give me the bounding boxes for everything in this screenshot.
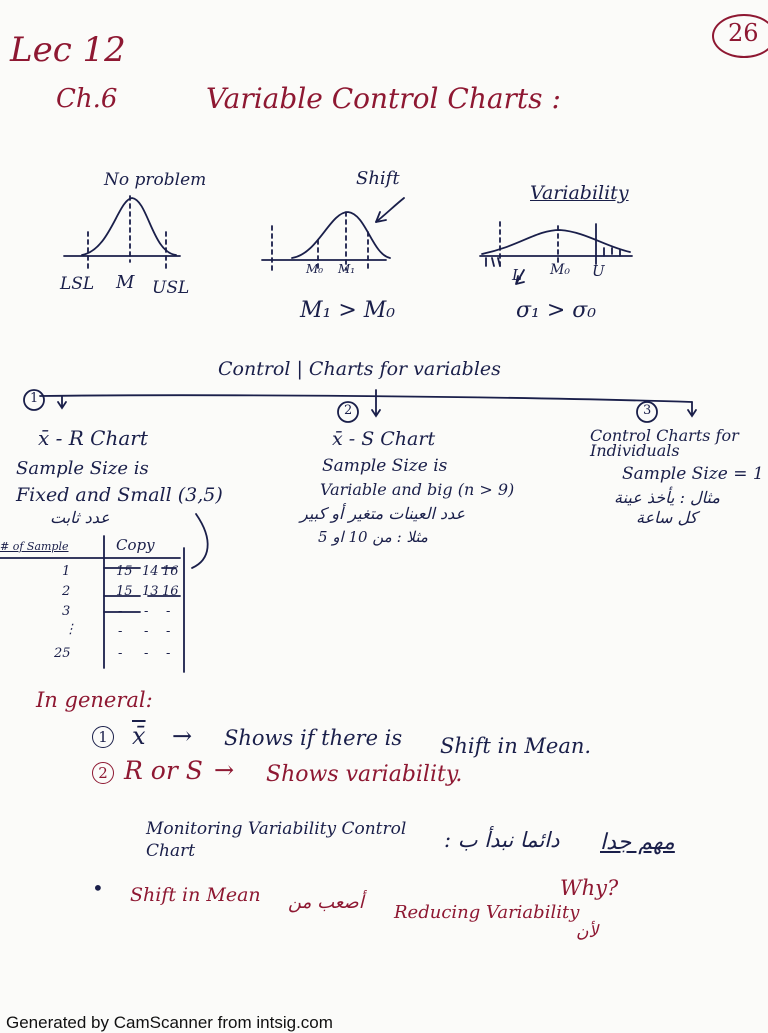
usl-label: USL <box>152 278 190 298</box>
branch-1-title: x̄ - R Chart <box>38 426 148 450</box>
branch-3-title: Control Charts for Individuals <box>590 426 739 460</box>
table-row-3-n: 3 <box>62 604 71 619</box>
shift-note: M₁ > M₀ <box>300 298 396 323</box>
table-row-1-n: 1 <box>62 564 71 579</box>
footer-watermark: Generated by CamScanner from intsig.com <box>6 1013 333 1032</box>
point-2-lhs: R or S <box>124 756 203 785</box>
variability-note: σ₁ > σ₀ <box>516 298 597 323</box>
branch-1-line-1: Sample Size is <box>16 458 149 479</box>
bullet-dot: • <box>92 876 104 900</box>
branch-2-line-2: Variable and big (n > 9) <box>320 480 515 499</box>
shift-label: Shift <box>356 168 400 189</box>
section-title: Variable Control Charts : <box>206 82 561 115</box>
branch-3-arabic-1: مثال : يأخذ عينة <box>614 488 720 507</box>
m0-var-label: M₀ <box>550 262 570 278</box>
point-2-number: 2 <box>92 762 114 784</box>
bullet-start: Shift in Mean <box>130 884 261 906</box>
lecture-title: Lec 12 <box>10 30 126 70</box>
branch-1-number: 1 <box>30 391 39 406</box>
monitoring-text: Monitoring Variability Control Chart <box>146 819 407 861</box>
variability-label: Variability <box>530 182 629 204</box>
table-header-copy: Copy <box>116 536 155 554</box>
in-general-heading: In general: <box>36 688 153 712</box>
table-row-3-v1: - <box>118 604 123 619</box>
point-2-arrow: → <box>214 756 235 784</box>
point-1-arrow: → <box>172 722 193 750</box>
branch-2-arabic-2: مثلا : من 10 او 5 <box>318 528 428 546</box>
table-row-1-v2: 14 <box>142 564 159 579</box>
point-2-text: Shows variability. <box>266 762 463 787</box>
chapter-number: Ch.6 <box>56 84 118 114</box>
branch-3-number: 3 <box>643 403 652 418</box>
table-row-4-v3: - <box>166 624 171 639</box>
branch-2-title: x̄ - S Chart <box>332 428 436 450</box>
table-row-4-n: ⋮ <box>64 622 77 637</box>
bullet-end: Reducing Variability <box>394 902 580 923</box>
mean-label: M <box>116 272 135 293</box>
point-1-lhs: x̄ <box>132 722 146 750</box>
upper-label: U <box>592 262 605 280</box>
important-word: مهم جدا <box>600 830 675 855</box>
branch-1-arabic: عدد ثابت <box>50 508 110 527</box>
table-row-2-n: 2 <box>62 584 71 599</box>
branch-1-line-2: Fixed and Small (3,5) <box>16 484 223 506</box>
branch-3-arabic-2: كل ساعة <box>636 508 698 527</box>
m0-label: M₀ <box>306 262 324 276</box>
table-row-1-v3: 16 <box>162 564 179 579</box>
lower-label: L <box>512 266 522 284</box>
bullet-arabic-tail: لأن <box>576 922 599 942</box>
table-row-4-v1: - <box>118 624 123 639</box>
branch-2-number: 2 <box>344 403 353 418</box>
table-row-3-v2: - <box>144 604 149 619</box>
m1-label: M₁ <box>338 262 356 276</box>
tree-root: Control | Charts for variables <box>218 358 501 380</box>
lsl-label: LSL <box>60 274 95 294</box>
page-number: 26 <box>728 19 759 47</box>
table-row-5-n: 25 <box>54 646 71 661</box>
point-1-tail: Shift in Mean. <box>440 734 592 758</box>
table-row-4-v2: - <box>144 624 149 639</box>
table-row-5-v1: - <box>118 646 123 661</box>
point-1-text: Shows if there is <box>224 726 403 750</box>
branch-2-line-1: Sample Size is <box>322 456 448 476</box>
table-row-5-v2: - <box>144 646 149 661</box>
monitoring-arabic: دائما نبدأ ب : <box>444 828 560 852</box>
table-row-2-v1: 15 <box>116 584 133 599</box>
why-question: Why? <box>560 876 619 900</box>
no-problem-label: No problem <box>104 170 207 190</box>
branch-3-line-1: Sample Size = 1 <box>622 464 764 484</box>
table-row-5-v3: - <box>166 646 171 661</box>
table-row-3-v3: - <box>166 604 171 619</box>
point-1-number: 1 <box>92 726 114 748</box>
bullet-arabic: أصعب من <box>288 892 364 913</box>
table-row-1-v1: 15 <box>116 564 133 579</box>
table-row-2-v2: 13 <box>142 584 159 599</box>
table-header-samples: # of Sample <box>0 540 69 553</box>
branch-2-arabic-1: عدد العينات متغير أو كبير <box>300 504 466 523</box>
table-row-2-v3: 16 <box>162 584 179 599</box>
